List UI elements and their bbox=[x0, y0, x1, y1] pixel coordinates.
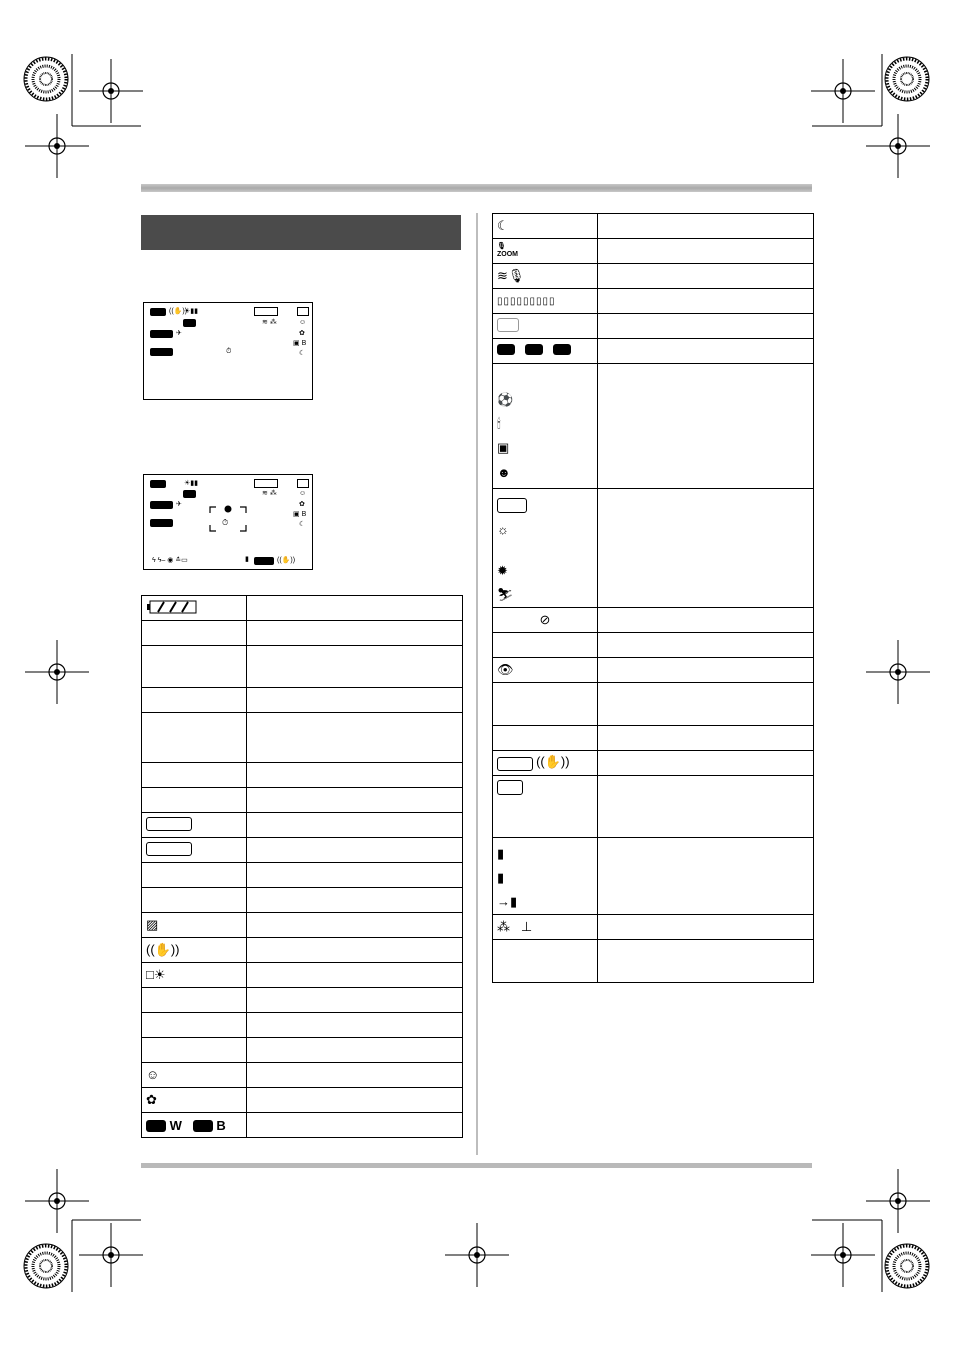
indicator-table-left bbox=[141, 595, 463, 1138]
recording-time-indicator bbox=[150, 330, 173, 338]
hand-shake-icon: ((✋)) bbox=[169, 308, 188, 315]
backlight-icon: ☀▮▮ bbox=[184, 308, 198, 315]
recording-mode-box bbox=[146, 817, 192, 831]
elapsed-time-indicator bbox=[150, 519, 173, 527]
self-timer-icon: ⏱ bbox=[226, 348, 232, 355]
focus-frame bbox=[208, 505, 248, 533]
section-header bbox=[141, 215, 461, 250]
table-row bbox=[493, 364, 814, 489]
table-row bbox=[142, 596, 463, 621]
backlight-icon: □☀ bbox=[146, 967, 166, 982]
face-icon: ☺ bbox=[146, 1067, 160, 1082]
picture-adjust-icon: ▨ bbox=[146, 917, 159, 932]
table-row bbox=[493, 289, 814, 314]
snow-icon: ⛷ bbox=[497, 587, 514, 602]
battery-icon bbox=[146, 600, 198, 614]
card-icon: ▮ bbox=[497, 870, 505, 885]
table-row bbox=[142, 988, 463, 1013]
table-row bbox=[493, 608, 814, 633]
table-row bbox=[493, 751, 814, 776]
hand-shake-icon: ((✋)) bbox=[277, 557, 296, 564]
sport-mode-icon: ⚽ bbox=[497, 392, 514, 407]
table-row bbox=[493, 264, 814, 289]
sunlight-icon: ✹ bbox=[497, 563, 508, 578]
white-balance-b-label: B bbox=[301, 511, 307, 518]
night-view-icon: ☾ bbox=[497, 218, 509, 233]
flash-off-icon: ✈ bbox=[176, 330, 182, 337]
soft-skin-icon: ✿ bbox=[299, 330, 305, 337]
table-row bbox=[142, 1013, 463, 1038]
portrait-mode-icon: ▣ bbox=[497, 440, 510, 455]
table-row bbox=[142, 888, 463, 913]
red-eye-icon: 👁 bbox=[497, 662, 514, 677]
table-row bbox=[142, 838, 463, 863]
white-balance-w-label: W bbox=[169, 1117, 182, 1133]
fade-indicator bbox=[497, 318, 519, 332]
picture-size-box bbox=[497, 780, 523, 795]
table-row bbox=[493, 940, 814, 983]
low-light-icon: ☻ bbox=[497, 464, 511, 480]
spotlight-icon: ☼ bbox=[497, 521, 509, 537]
hand-shake-icon: ((✋)) bbox=[536, 754, 570, 770]
table-row bbox=[493, 214, 814, 239]
mode-indicator bbox=[553, 344, 571, 355]
card-access-icon: →▮ bbox=[497, 894, 518, 909]
wind-noise-cut-icon: ≋ ⁂ bbox=[262, 319, 277, 326]
indicator-table-right bbox=[492, 213, 814, 983]
white-balance-b-label: B bbox=[301, 340, 307, 347]
recording-time-box bbox=[146, 842, 192, 856]
table-row bbox=[142, 1038, 463, 1063]
wind-noise-cut-icon: ≋🎙 bbox=[497, 268, 525, 283]
table-row bbox=[142, 913, 463, 938]
mode-indicator bbox=[525, 344, 543, 355]
face-icon: ☺ bbox=[299, 319, 307, 326]
flash-off-icon: ✈ bbox=[176, 501, 182, 508]
table-row bbox=[142, 963, 463, 988]
recording-mode-indicator bbox=[183, 490, 196, 498]
table-row bbox=[142, 1113, 463, 1138]
picture-quality-box bbox=[497, 757, 533, 771]
quality-icon: ⁂ ⊥ bbox=[497, 919, 533, 934]
lcd-screen-still bbox=[143, 474, 313, 570]
table-row bbox=[493, 314, 814, 339]
picture-adjust-icon bbox=[297, 307, 309, 316]
card-icon: ▮ bbox=[497, 846, 505, 861]
recording-mode-indicator bbox=[183, 319, 196, 327]
table-row bbox=[142, 1063, 463, 1088]
zoom-microphone-icon: 🎙 bbox=[497, 243, 506, 250]
elapsed-time-indicator bbox=[150, 348, 173, 356]
soft-skin-icon: ✿ bbox=[146, 1092, 157, 1107]
flash-icon: ϟ ϟ– ◉ ≛▭ bbox=[152, 557, 188, 564]
night-view-icon: ☾ bbox=[299, 350, 306, 357]
portrait-icon: 🕯 bbox=[497, 416, 501, 431]
lcd-screen-motion bbox=[143, 302, 313, 400]
table-row bbox=[493, 726, 814, 751]
backlight-icon: ☀▮▮ bbox=[184, 480, 198, 487]
white-balance-icon: ▣ B bbox=[293, 511, 307, 518]
table-row bbox=[142, 813, 463, 838]
table-row bbox=[142, 646, 463, 688]
white-balance-icon: ▣ B bbox=[293, 340, 307, 347]
table-row bbox=[493, 489, 814, 608]
white-balance-icon bbox=[146, 1120, 166, 1132]
zoom-label: ZOOM bbox=[497, 251, 518, 258]
table-row bbox=[142, 688, 463, 713]
battery-icon bbox=[254, 479, 278, 488]
table-row bbox=[142, 1088, 463, 1113]
table-row bbox=[142, 788, 463, 813]
white-balance-b-label: B bbox=[216, 1117, 226, 1133]
mode-indicator bbox=[150, 308, 166, 316]
bottom-rule bbox=[141, 1163, 812, 1168]
hand-shake-icon: ((✋)) bbox=[146, 942, 180, 957]
table-row bbox=[142, 621, 463, 646]
flash-off-icon: ⊘ bbox=[539, 612, 551, 627]
scene-mode-box bbox=[497, 498, 527, 513]
table-row bbox=[493, 776, 814, 838]
white-balance-icon bbox=[193, 1120, 213, 1132]
table-row bbox=[493, 838, 814, 915]
counter-boxes: ▯▯▯▯▯▯▯▯▯ bbox=[497, 296, 556, 307]
card-icon: ▮ bbox=[245, 556, 249, 563]
battery-icon bbox=[254, 307, 278, 316]
column-divider bbox=[476, 213, 478, 1155]
table-row bbox=[142, 938, 463, 963]
soft-skin-icon: ✿ bbox=[299, 501, 305, 508]
table-row bbox=[493, 658, 814, 683]
table-row bbox=[493, 339, 814, 364]
mode-indicator bbox=[497, 344, 515, 355]
picture-quality-indicator bbox=[254, 557, 274, 565]
table-row bbox=[493, 239, 814, 264]
face-icon: ☺ bbox=[299, 490, 307, 497]
recording-time-indicator bbox=[150, 501, 173, 509]
mode-indicator bbox=[150, 480, 166, 488]
table-row bbox=[142, 713, 463, 763]
night-view-icon: ☾ bbox=[299, 521, 306, 528]
table-row bbox=[493, 915, 814, 940]
table-row bbox=[142, 763, 463, 788]
table-row bbox=[493, 633, 814, 658]
table-row bbox=[493, 683, 814, 726]
top-rule bbox=[141, 184, 812, 192]
table-row bbox=[142, 863, 463, 888]
wind-noise-cut-icon: ≋ ⁂ bbox=[262, 490, 277, 497]
picture-adjust-icon bbox=[297, 479, 309, 488]
svg-text:⏱: ⏱ bbox=[222, 518, 229, 527]
